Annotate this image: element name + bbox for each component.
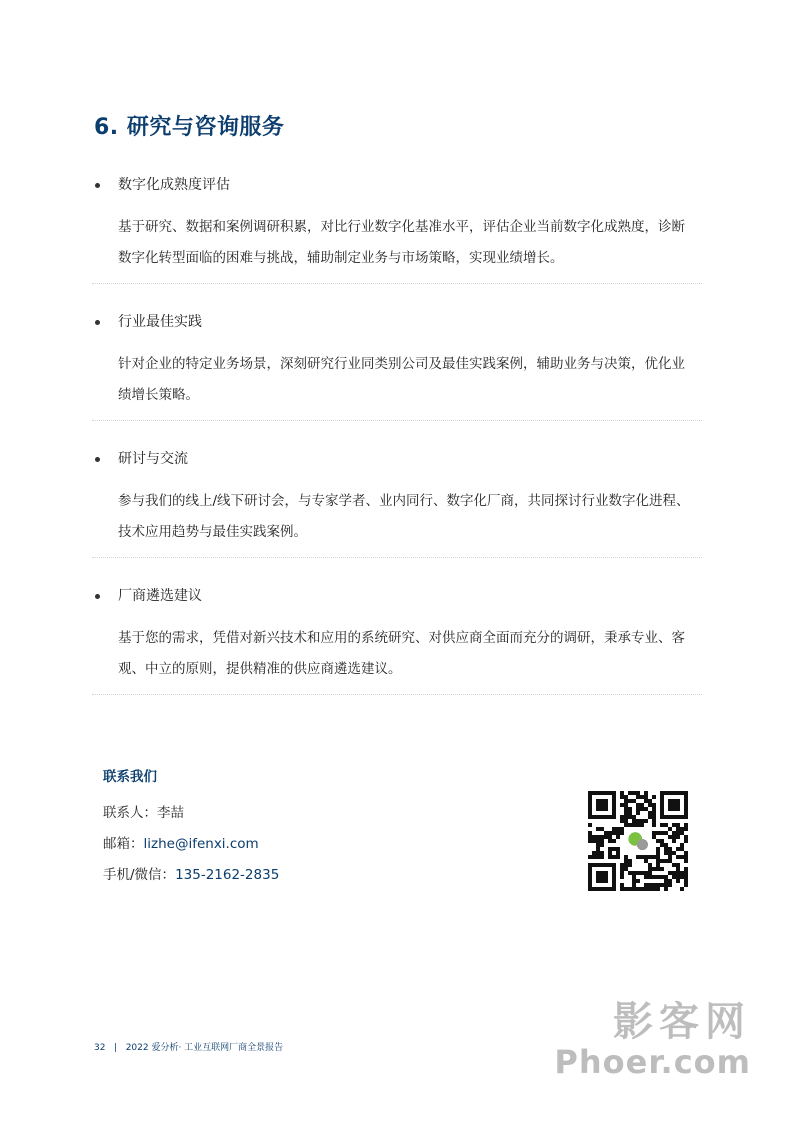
description-line: 参与我们的线上/线下研讨会，与专家学者、业内同行、数字化厂商，共同探讨行业数字化进程、 <box>118 493 690 509</box>
section-description <box>118 349 702 411</box>
description-line: 技术应用趋势与最佳实践案例。 <box>118 524 307 540</box>
contact-phone-value: 135-2162-2835 <box>175 867 280 883</box>
contact-person <box>103 801 184 821</box>
section-description <box>118 623 702 685</box>
section-header <box>92 174 702 198</box>
contact-email <box>103 832 259 852</box>
contact-person-label: 联系人： <box>103 805 157 821</box>
description-line: 针对企业的特定业务场景，深刻研究行业同类别公司及最佳实践案例，辅助业务与决策，优化业 <box>118 356 685 372</box>
section-title: 行业最佳实践 <box>118 314 202 330</box>
footer <box>94 1040 283 1053</box>
report-title: 2022 爱分析· 工业互联网厂商全景报告 <box>125 1043 284 1053</box>
section-best-practice <box>92 311 702 411</box>
watermark-line2: Phoer.com <box>554 1043 751 1081</box>
section-digital-maturity <box>92 174 702 274</box>
contact-email-link[interactable]: lizhe@ifenxi.com <box>143 836 259 852</box>
description-line: 数字化转型面临的困难与挑战，辅助制定业务与市场策略，实现业绩增长。 <box>118 250 564 266</box>
watermark <box>554 1000 751 1080</box>
contact-phone <box>103 863 279 883</box>
page-title: 6. 研究与咨询服务 <box>94 115 285 140</box>
qr-code-icon <box>588 791 688 891</box>
divider <box>92 420 702 421</box>
footer-separator: | <box>114 1043 118 1053</box>
section-description <box>118 486 702 548</box>
contact-title: 联系我们 <box>103 769 157 785</box>
section-header <box>92 585 702 609</box>
section-header <box>92 311 702 335</box>
section-title: 数字化成熟度评估 <box>118 177 230 193</box>
section-title: 厂商遴选建议 <box>118 588 202 604</box>
description-line: 基于研究、数据和案例调研积累，对比行业数字化基准水平，评估企业当前数字化成熟度，诊断 <box>118 219 685 235</box>
bullet-dot-icon <box>95 320 100 325</box>
description-line: 绩增长策略。 <box>118 387 199 403</box>
section-seminar <box>92 448 702 548</box>
divider <box>92 694 702 695</box>
bullet-dot-icon <box>95 457 100 462</box>
divider <box>92 283 702 284</box>
section-vendor-selection <box>92 585 702 685</box>
section-header <box>92 448 702 472</box>
contact-person-value: 李喆 <box>157 805 184 821</box>
watermark-line1: 影客网 <box>613 999 751 1045</box>
description-line: 基于您的需求，凭借对新兴技术和应用的系统研究、对供应商全面而充分的调研，秉承专业、客 <box>118 630 685 646</box>
bullet-dot-icon <box>95 183 100 188</box>
section-description <box>118 212 702 274</box>
contact-email-label: 邮箱： <box>103 836 144 852</box>
contact-phone-label: 手机/微信： <box>103 867 176 883</box>
page-number: 32 <box>94 1043 106 1053</box>
divider <box>92 557 702 558</box>
description-line: 观、中立的原则，提供精准的供应商遴选建议。 <box>118 661 402 677</box>
bullet-dot-icon <box>95 594 100 599</box>
section-title: 研讨与交流 <box>118 451 188 467</box>
